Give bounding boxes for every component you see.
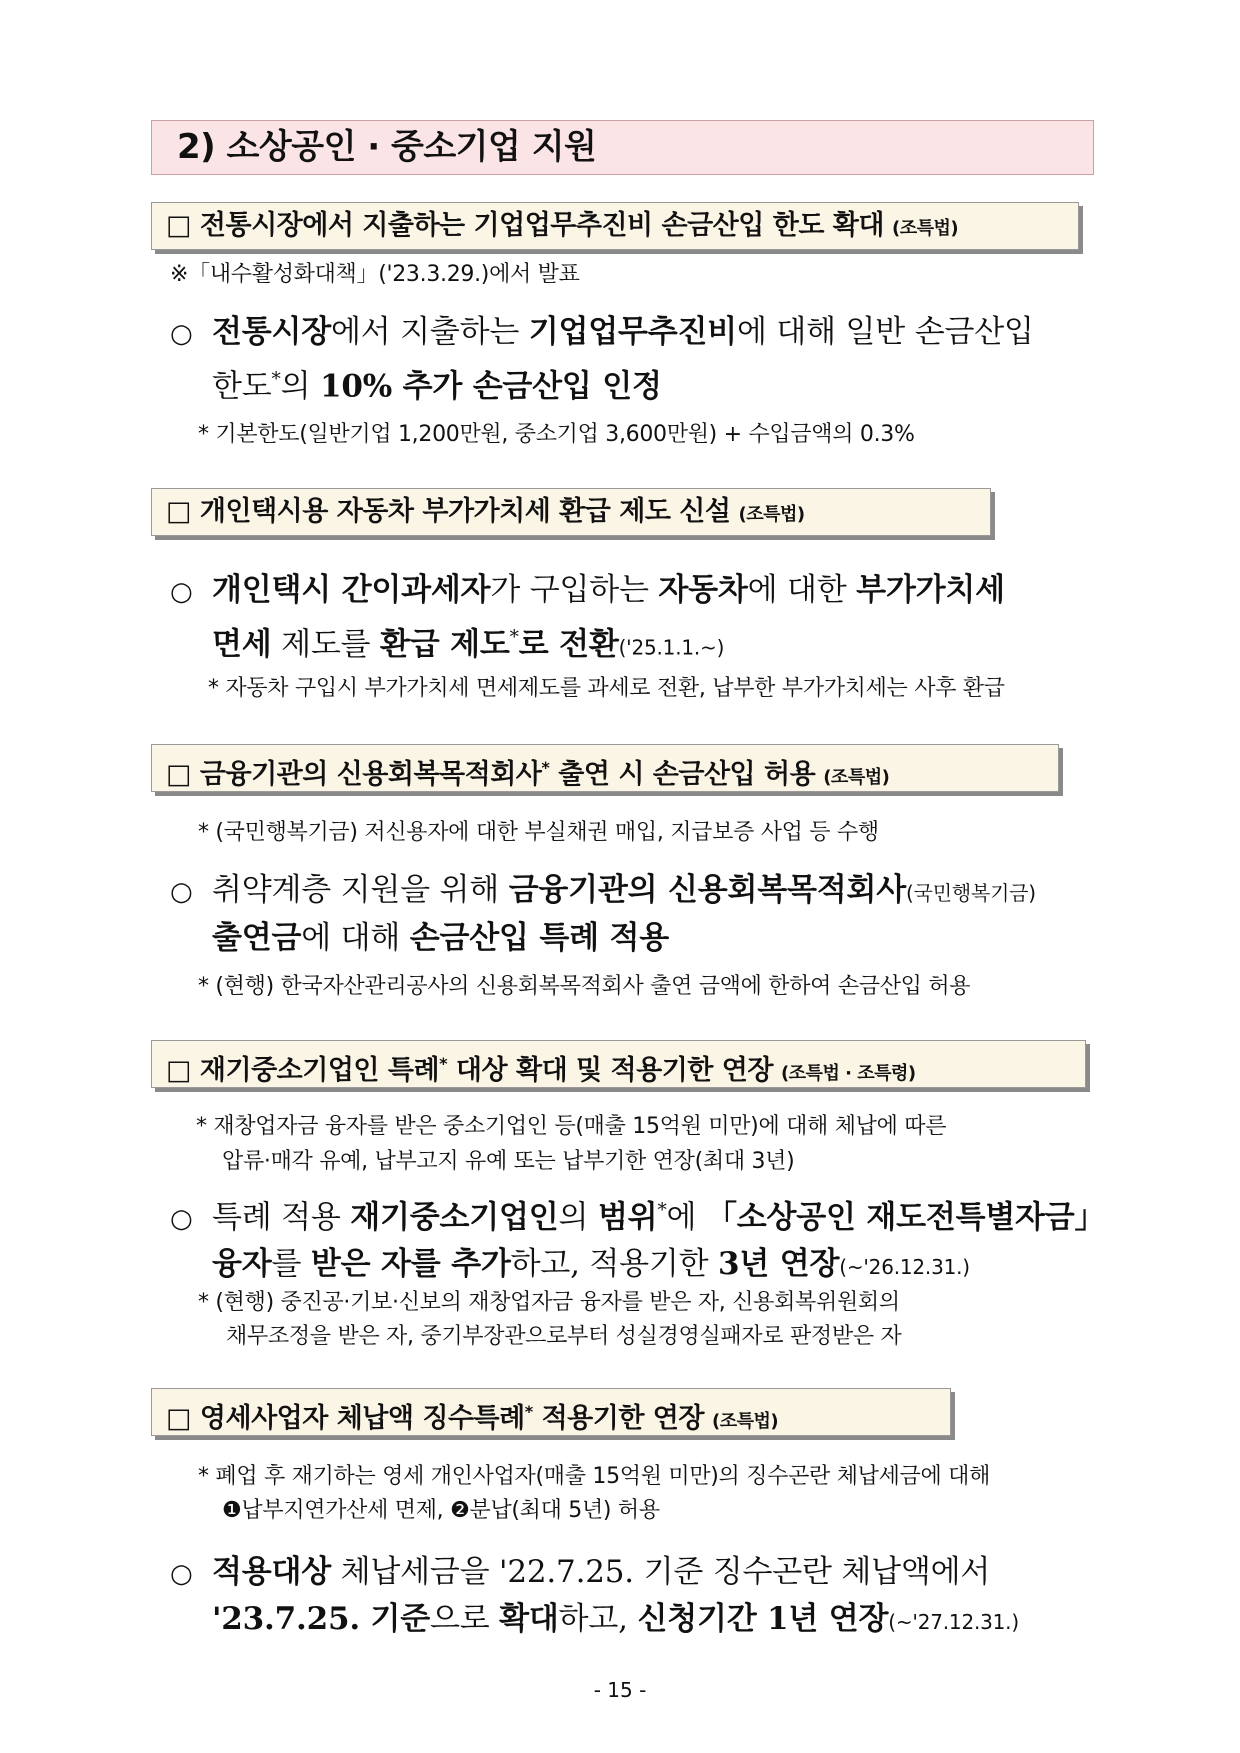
footnote-cont: ❶납부지연가산세 면제, ❷분납(최대 5년) 허용 bbox=[222, 1498, 660, 1523]
footnote-cont: 압류·매각 유예, 납부고지 유예 또는 납부기한 연장(최대 3년) bbox=[222, 1149, 795, 1174]
section-heading-text: □ 전통시장에서 지출하는 기업업무추진비 손금산입 한도 확대 bbox=[166, 210, 884, 241]
bullet-mark: ○ bbox=[170, 1204, 193, 1235]
page-title: 2) 소상공인 · 중소기업 지원 bbox=[151, 120, 1094, 175]
footnote: * 재창업자금 융자를 받은 중소기업인 등(매출 15억원 미만)에 대해 체납에 따른 bbox=[196, 1114, 947, 1139]
bullet-mark: ○ bbox=[170, 319, 193, 349]
bullet-paragraph-2: ○ 개인택시 간이과세자가 구입하는 자동차에 대한 부가가치세 면세 제도를 환급 제도*로 전환('25.1.1.~) bbox=[170, 572, 1005, 663]
footnote: * 자동차 구입시 부가가치세 면세제도를 과세로 전환, 납부한 부가가치세는 사후 환급 bbox=[208, 676, 1005, 701]
law-tag: (조특법) bbox=[891, 218, 959, 239]
footnote: * (현행) 한국자산관리공사의 신용회복목적회사 출연 금액에 한하여 손금산입 허용 bbox=[198, 974, 971, 999]
footnote: * 폐업 후 재기하는 영세 개인사업자(매출 15억원 미만)의 징수곤란 체납세금에 대해 bbox=[198, 1464, 991, 1489]
announcement-note: ※「내수활성화대책」('23.3.29.)에서 발표 bbox=[170, 262, 580, 287]
bullet-paragraph-3: ○ 취약계층 지원을 위해 금융기관의 신용회복목적회사(국민행복기금) 출연금에 대해 손금산입 특례 적용 bbox=[170, 872, 1036, 956]
footnote: * (국민행복기금) 저신용자에 대한 부실채권 매입, 지급보증 사업 등 수행 bbox=[198, 820, 879, 845]
footnote: * (현행) 중진공·기보·신보의 재창업자금 융자를 받은 자, 신용회복위원회의 bbox=[198, 1290, 900, 1315]
bullet-mark: ○ bbox=[170, 577, 193, 607]
section-heading-4: □ 재기중소기업인 특례* 대상 확대 및 적용기한 연장 (조특법 · 조특령) bbox=[151, 1040, 1086, 1088]
section-heading-text: □ 개인택시용 자동차 부가가치세 환급 제도 신설 bbox=[166, 496, 731, 527]
section-heading-3: □ 금융기관의 신용회복목적회사* 출연 시 손금산입 허용 (조특법) bbox=[151, 744, 1059, 792]
bullet-mark: ○ bbox=[170, 877, 193, 907]
section-heading-5: □ 영세사업자 체납액 징수특례* 적용기한 연장 (조특법) bbox=[151, 1388, 951, 1436]
law-tag: (조특법 · 조특령) bbox=[780, 1063, 916, 1084]
bullet-mark: ○ bbox=[170, 1559, 193, 1589]
page-number: - 15 - bbox=[593, 1678, 647, 1702]
bullet-paragraph-1: ○ 전통시장에서 지출하는 기업업무추진비에 대해 일반 손금산입 한도*의 10% 추가 손금산입 인정 bbox=[170, 314, 1034, 405]
section-heading-2 bbox=[151, 488, 991, 536]
section-heading-1 bbox=[151, 202, 1079, 250]
bullet-paragraph-4: ○ 특례 적용 재기중소기업인의 범위*에 「소상공인 재도전특별자금」 융자를 받은 자를 추가하고, 적용기한 3년 연장(~'26.12.31.) bbox=[170, 1199, 1106, 1283]
law-tag: (조특법) bbox=[823, 767, 890, 788]
bullet-paragraph-5: ○ 적용대상 체납세금을 '22.7.25. 기준 징수곤란 체납액에서 '23.7.25. 기준으로 확대하고, 신청기간 1년 연장(~'27.12.31.) bbox=[170, 1554, 1019, 1637]
law-tag: (조특법) bbox=[711, 1411, 779, 1432]
footnote-cont: 채무조정을 받은 자, 중기부장관으로부터 성실경영실패자로 판정받은 자 bbox=[226, 1324, 902, 1349]
law-tag: (조특법) bbox=[738, 504, 805, 525]
footnote: * 기본한도(일반기업 1,200만원, 중소기업 3,600만원) + 수입금액의 0.3% bbox=[198, 422, 915, 447]
